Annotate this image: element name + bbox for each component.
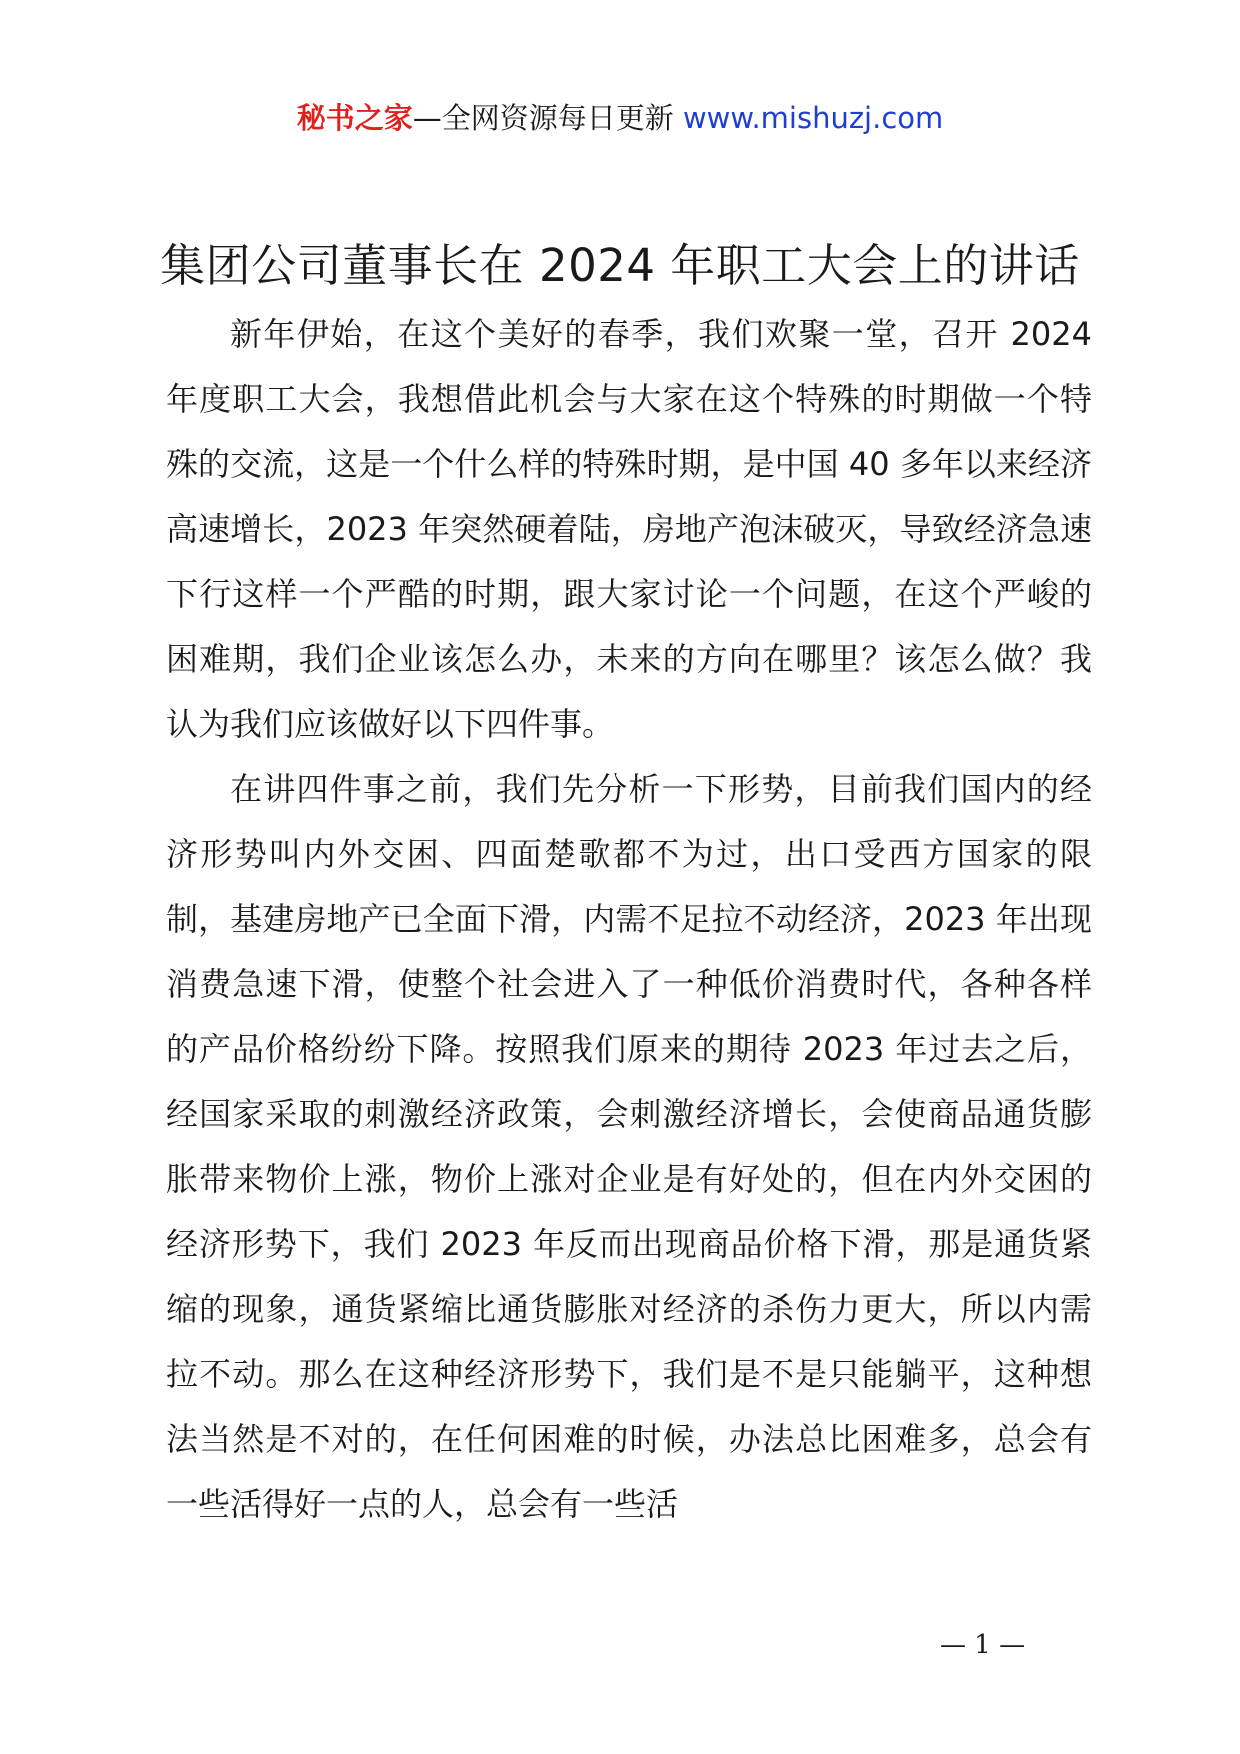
site-tagline: —全网资源每日更新	[412, 101, 674, 135]
page-number: — 1 —	[940, 1630, 1026, 1660]
document-title: 集团公司董事长在 2024 年职工大会上的讲话	[160, 239, 1080, 292]
site-banner	[0, 98, 1240, 138]
document-body	[166, 302, 1092, 1537]
body-paragraph-1: 新年伊始，在这个美好的春季，我们欢聚一堂，召开 2024 年度职工大会，我想借此机会与大家在这个特殊的时期做一个特殊的交流，这是一个什么样的特殊时期，是中国 40 多年以来经济高速增长，2023 年突然硬着陆，房地产泡沫破灭，导致经济急速下行这样一个严酷的时期，跟大家讨论一个问题，在这个严峻的困难期，我们企业该怎么办，未来的方向在哪里？该怎么做？我认为我们应该做好以下四件事。	[166, 315, 1092, 743]
site-url-link[interactable]: www.mishuzj.com	[682, 101, 944, 135]
body-paragraph-2: 在讲四件事之前，我们先分析一下形势，目前我们国内的经济形势叫内外交困、四面楚歌都不为过，出口受西方国家的限制，基建房地产已全面下滑，内需不足拉不动经济，2023 年出现消费急速下滑，使整个社会进入了一种低价消费时代，各种各样的产品价格纷纷下降。按照我们原来的期待 2023 年过去之后，经国家采取的刺激经济政策，会刺激经济增长，会使商品通货膨胀带来物价上涨，物价上涨对企业是有好处的，但在内外交困的经济形势下，我们 2023 年反而出现商品价格下滑，那是通货紧缩的现象，通货紧缩比通货膨胀对经济的杀伤力更大，所以内需拉不动。那么在这种经济形势下，我们是不是只能躺平，这种想法当然是不对的，在任何困难的时候，办法总比困难多，总会有一些活得好一点的人，总会有一些活	[166, 770, 1092, 1523]
site-brand-name: 秘书之家	[296, 101, 413, 135]
